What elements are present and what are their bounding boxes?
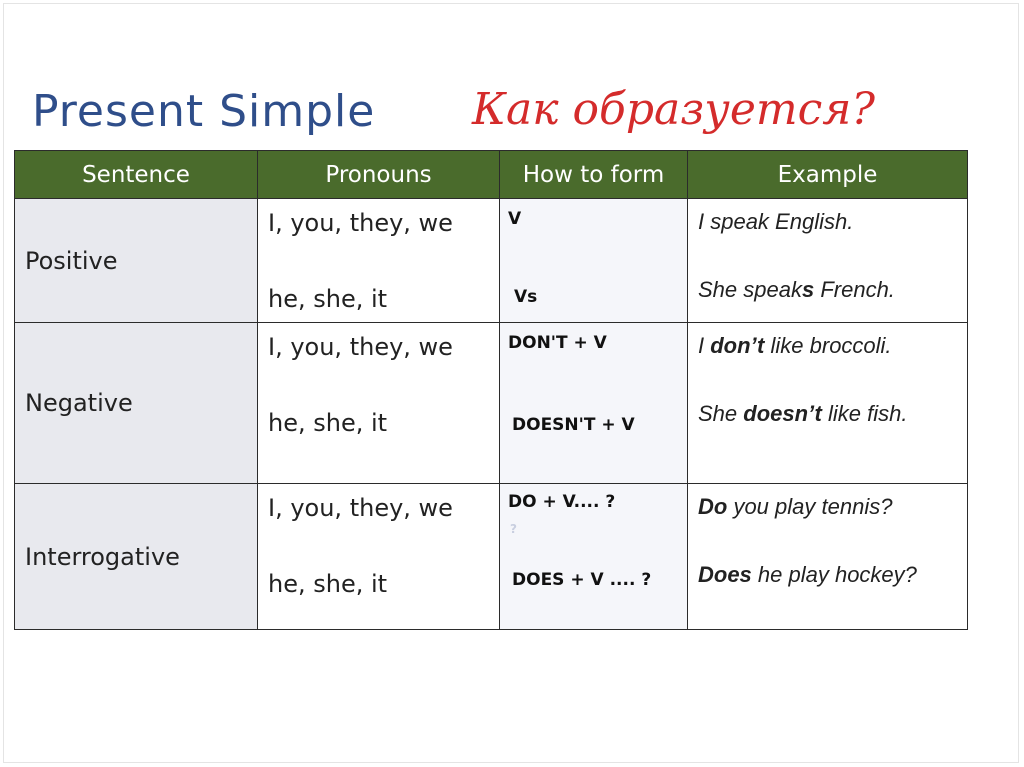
form-cell [500, 199, 688, 323]
column-header-pronouns: Pronouns [258, 151, 500, 199]
slide-subtitle: Как образуется? [472, 84, 875, 135]
pronoun-group-plural: I, you, they, we [268, 209, 453, 237]
form-rule: DOES + V .... ? [512, 570, 652, 590]
form-rule: Vs [514, 287, 538, 307]
form-cell [500, 323, 688, 484]
example-cell [688, 484, 968, 630]
example-cell [688, 323, 968, 484]
form-cell [500, 484, 688, 630]
example-sentence: She speaks French. [698, 277, 895, 302]
form-rule: V [508, 209, 522, 229]
table-row-negative [15, 323, 968, 484]
form-rule: DOESN'T + V [512, 415, 635, 435]
sentence-type-positive: Positive [15, 199, 258, 323]
example-sentence: I don’t like broccoli. [698, 333, 892, 358]
pronouns-cell [258, 323, 500, 484]
sentence-type-negative: Negative [15, 323, 258, 484]
pronouns-cell [258, 484, 500, 630]
column-header-example: Example [688, 151, 968, 199]
column-header-sentence: Sentence [15, 151, 258, 199]
sentence-type-interrogative: Interrogative [15, 484, 258, 630]
table-row-positive [15, 199, 968, 323]
slide-title: Present Simple [32, 86, 376, 137]
pronoun-group-third-person: he, she, it [268, 570, 388, 598]
example-sentence: Does he play hockey? [698, 562, 917, 587]
pronoun-group-plural: I, you, they, we [268, 494, 453, 522]
example-sentence: Do you play tennis? [698, 494, 893, 519]
form-rule: DO + V.... ? [508, 492, 616, 512]
example-sentence: I speak English. [698, 209, 854, 234]
grammar-table [14, 150, 968, 630]
table-row-interrogative [15, 484, 968, 630]
pronouns-cell [258, 199, 500, 323]
column-header-how-to-form: How to form [500, 151, 688, 199]
example-sentence: She doesn’t like fish. [698, 401, 908, 426]
pronoun-group-plural: I, you, they, we [268, 333, 453, 361]
pronoun-group-third-person: he, she, it [268, 409, 388, 437]
example-cell [688, 199, 968, 323]
stray-mark: ? [510, 522, 517, 536]
form-rule: DON'T + V [508, 333, 607, 353]
pronoun-group-third-person: he, she, it [268, 285, 388, 313]
